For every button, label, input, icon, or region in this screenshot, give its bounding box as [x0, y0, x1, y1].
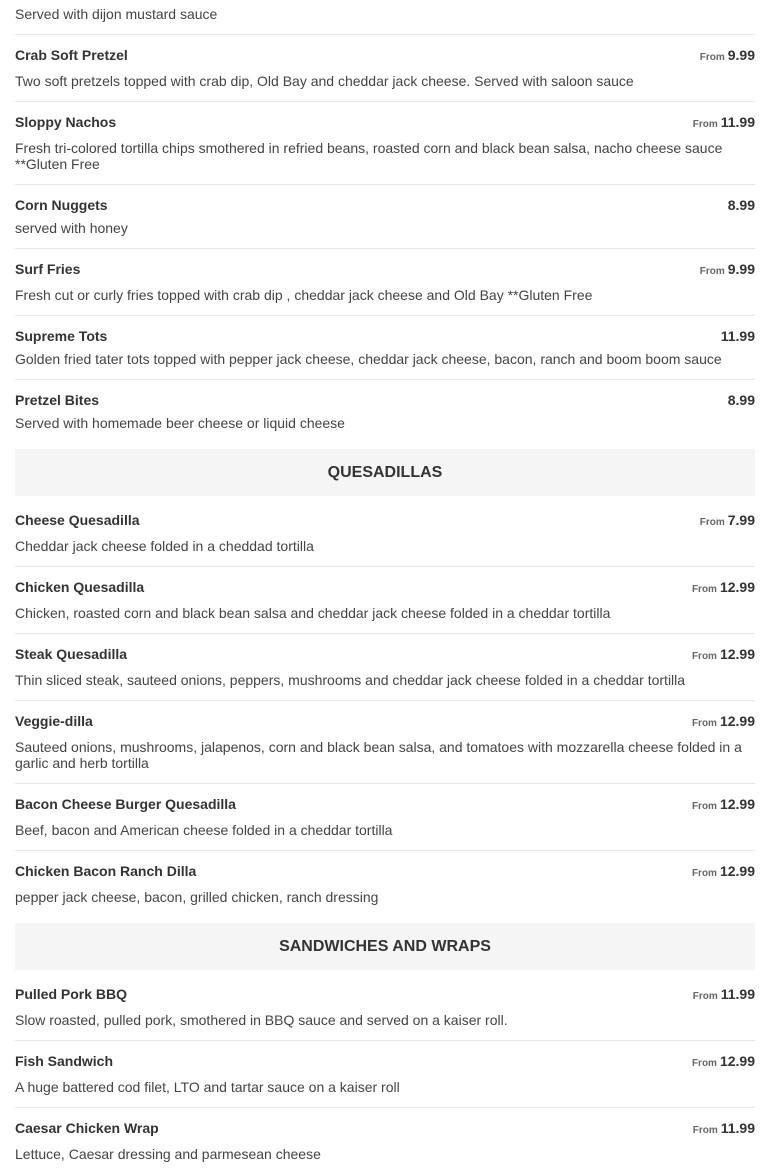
menu-item-description: Thin sliced steak, sauteed onions, peppers, mushrooms and cheddar jack cheese folded in a cheddar tortilla	[15, 672, 686, 688]
menu-item[interactable]	[15, 185, 755, 249]
menu-item[interactable]	[15, 567, 755, 634]
menu-item-name: Corn Nuggets	[15, 197, 108, 213]
menu-item-header	[15, 512, 755, 531]
menu-item-header	[15, 646, 755, 665]
menu-item-name: Crab Soft Pretzel	[15, 47, 128, 63]
menu-item-description: Sauteed onions, mushrooms, jalapenos, corn and black bean salsa, and tomatoes with mozzarella cheese folded in a garlic and herb tortilla	[15, 739, 742, 771]
price-from-label: From	[699, 52, 725, 63]
menu-item[interactable]	[15, 974, 755, 1041]
menu-item-description: pepper jack cheese, bacon, grilled chicken, ranch dressing	[15, 889, 379, 905]
menu-item-price	[700, 512, 755, 531]
menu-item-description: Lettuce, Caesar dressing and parmesean cheese	[15, 1146, 321, 1162]
menu-item[interactable]	[15, 701, 755, 784]
price-from-label: From	[691, 801, 717, 812]
price-value: 12.99	[719, 1053, 755, 1069]
price-from-label: From	[692, 991, 718, 1002]
price-value: 8.99	[727, 392, 755, 408]
menu-item-price	[693, 114, 755, 133]
price-value: 11.99	[720, 114, 755, 130]
section-heading: SANDWICHES AND WRAPS	[15, 923, 755, 970]
menu-item[interactable]	[15, 0, 755, 35]
price-from-label: From	[699, 517, 725, 528]
menu-item-price	[700, 261, 755, 280]
menu-item-price	[692, 1053, 755, 1072]
menu-item[interactable]	[15, 316, 755, 380]
price-from-label: From	[692, 1125, 718, 1136]
price-value: 11.99	[720, 328, 755, 344]
menu-item[interactable]	[15, 35, 755, 102]
menu-item[interactable]	[15, 634, 755, 701]
menu-item-description: Beef, bacon and American cheese folded in a cheddar tortilla	[15, 822, 393, 838]
price-value: 9.99	[727, 47, 755, 63]
menu-item[interactable]	[15, 500, 755, 567]
menu-item-header	[15, 328, 755, 344]
section-heading: QUESADILLAS	[15, 449, 755, 496]
menu-item[interactable]	[15, 1041, 755, 1108]
menu-section	[15, 0, 755, 443]
menu-item-description: Two soft pretzels topped with crab dip, Old Bay and cheddar jack cheese. Served with saloon sauce	[15, 73, 634, 89]
menu-item-price	[692, 713, 755, 732]
price-value: 11.99	[720, 986, 755, 1002]
menu-section	[15, 923, 755, 1174]
menu-item-name: Chicken Quesadilla	[15, 579, 145, 595]
menu-item-description: Fresh tri-colored tortilla chips smothered in refried beans, roasted corn and black bean salsa, nacho cheese sauce **Gluten Free	[15, 140, 723, 172]
menu-item-header	[15, 261, 755, 280]
price-value: 8.99	[727, 197, 755, 213]
menu-item-header	[15, 579, 755, 598]
price-from-label: From	[691, 1058, 717, 1069]
menu-item-name: Chicken Bacon Ranch Dilla	[15, 863, 197, 879]
menu-item-name: Pulled Pork BBQ	[15, 986, 128, 1002]
menu-item-price	[728, 197, 755, 213]
menu-item-name: Veggie-dilla	[15, 713, 93, 729]
price-value: 11.99	[720, 1120, 755, 1136]
price-from-label: From	[691, 718, 717, 729]
menu-item[interactable]	[15, 851, 755, 917]
menu-item-price	[700, 47, 755, 66]
price-from-label: From	[691, 868, 717, 879]
menu-item-description: Slow roasted, pulled pork, smothered in BBQ sauce and served on a kaiser roll.	[15, 1012, 508, 1028]
menu-item-header	[15, 392, 755, 408]
price-value: 7.99	[727, 512, 755, 528]
price-value: 12.99	[719, 863, 755, 879]
menu-item-name: Sloppy Nachos	[15, 114, 117, 130]
menu-item-header	[15, 197, 755, 213]
price-value: 12.99	[719, 646, 755, 662]
price-from-label: From	[699, 266, 725, 277]
menu-item[interactable]	[15, 1108, 755, 1174]
menu-item-name: Fish Sandwich	[15, 1053, 114, 1069]
menu-item-price	[728, 392, 755, 408]
menu-item-price	[693, 1120, 755, 1139]
menu-item-name: Pretzel Bites	[15, 392, 100, 408]
menu-item-header	[15, 1120, 755, 1139]
menu-item-header	[15, 986, 755, 1005]
menu-item-description: served with honey	[15, 220, 128, 236]
price-value: 12.99	[719, 796, 755, 812]
menu-item-price	[692, 796, 755, 815]
menu-item-description: Fresh cut or curly fries topped with crab dip , cheddar jack cheese and Old Bay **Gluten Free	[15, 287, 593, 303]
menu-item-header	[15, 713, 755, 732]
menu-item[interactable]	[15, 380, 755, 443]
menu-item-header	[15, 47, 755, 66]
price-from-label: From	[691, 651, 717, 662]
price-value: 12.99	[719, 713, 755, 729]
menu-section	[15, 449, 755, 917]
menu-item-price	[721, 328, 755, 344]
menu-item[interactable]	[15, 249, 755, 316]
menu-item-name: Steak Quesadilla	[15, 646, 128, 662]
menu-item-description: Served with homemade beer cheese or liquid cheese	[15, 415, 345, 431]
menu-item-name: Cheese Quesadilla	[15, 512, 140, 528]
price-from-label: From	[692, 119, 718, 130]
menu-item-name: Supreme Tots	[15, 328, 108, 344]
menu-item[interactable]	[15, 784, 755, 851]
menu-item-name: Bacon Cheese Burger Quesadilla	[15, 796, 236, 812]
menu-item-price	[692, 646, 755, 665]
menu-item-name: Surf Fries	[15, 261, 81, 277]
price-from-label: From	[691, 584, 717, 595]
menu-item-header	[15, 796, 755, 815]
menu-item-description: Cheddar jack cheese folded in a cheddad tortilla	[15, 538, 314, 554]
menu-item-description: Chicken, roasted corn and black bean salsa and cheddar jack cheese folded in a cheddar tortilla	[15, 605, 611, 621]
menu-item-description: A huge battered cod filet, LTO and tartar sauce on a kaiser roll	[15, 1079, 400, 1095]
price-value: 12.99	[719, 579, 755, 595]
price-value: 9.99	[727, 261, 755, 277]
menu-item-price	[693, 986, 755, 1005]
menu-item-price	[692, 579, 755, 598]
menu-item-name: Caesar Chicken Wrap	[15, 1120, 159, 1136]
menu-item-description: Served with dijon mustard sauce	[15, 6, 218, 22]
menu-item-description: Golden fried tater tots topped with pepper jack cheese, cheddar jack cheese, bacon, ranch and boom boom sauce	[15, 351, 722, 367]
menu-item-price	[692, 863, 755, 882]
menu-item-header	[15, 863, 755, 882]
menu-item-header	[15, 114, 755, 133]
menu-item[interactable]	[15, 102, 755, 185]
menu-item-header	[15, 1053, 755, 1072]
